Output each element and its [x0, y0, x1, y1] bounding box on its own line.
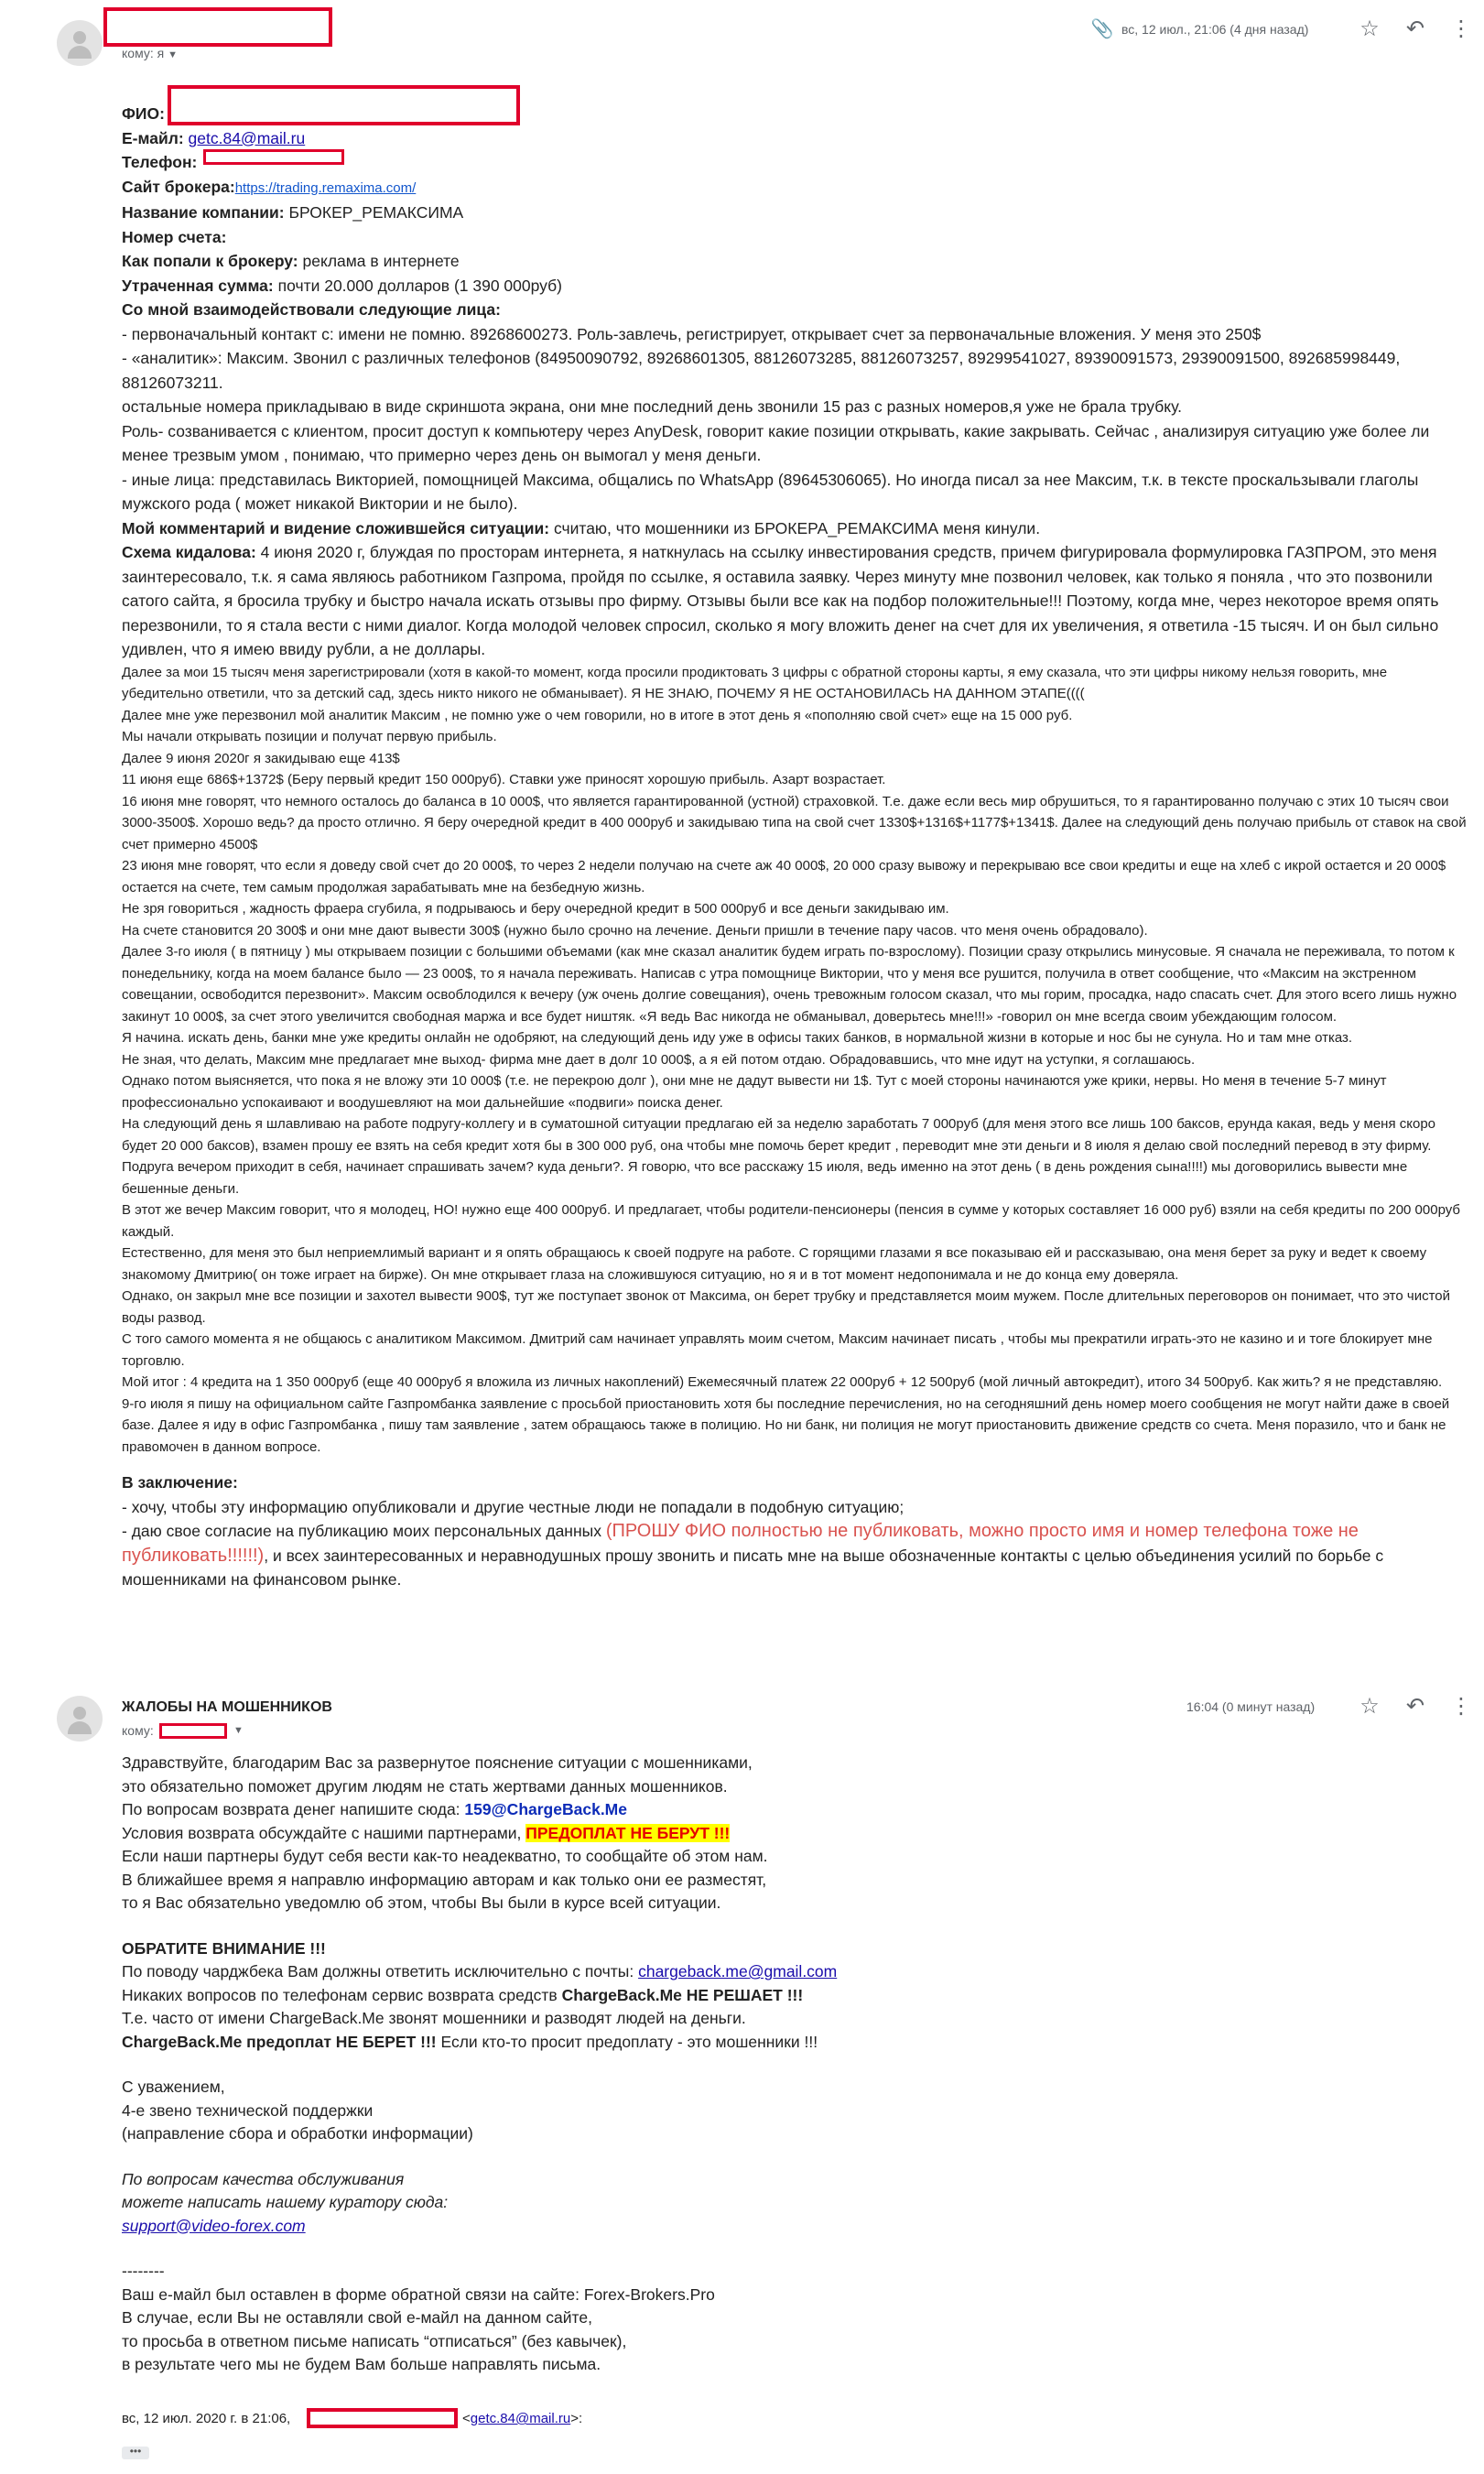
story-line: Мой итог : 4 кредита на 1 350 000руб (еще 40 000руб я вложила из личных накоплений) Ежемесячный платеж 22 000руб + 12 500руб (мой личный автокредит), итого 34 500руб. Как жить? я не представляю. — [122, 1374, 1443, 1390]
story-line: На следующий день я шлавливаю на работе подругу-коллегу и в суматошной ситуации предлагаю ей за неделю заработать 7 000руб (для меня этого все лишь 100 баксов, ерунда какая, ведь у меня скоро будет 20 000 баксов), взамен прошу ее взять на себя кредит хотя бы в 300 000 руб, она чтобы мне помочь берет кредит , переводит мне эти деньги и 8 июля я делаю свой последний перевод в эту фирму. Подруга вечером приходит в себя, начинает спрашивать зачем? куда деньги?. Я говорю, что все расскажу 15 июля, ведь именно на этот день ( в день рождения сына!!!!) мы договорились вывести мне бешенные деньги. — [122, 1116, 1436, 1197]
story-line: Однако, он закрыл мне все позиции и захотел вывести 900$, тут же поступает звонок от Максима, он берет трубку и представляется моим мужем. После длительных переговоров он понимает, что это чистой воды развод. — [122, 1288, 1451, 1326]
story-line: Мы начали открывать позиции и получат первую прибыль. — [122, 729, 497, 744]
privacy-request: (ПРОШУ ФИО полностью не публиковать, можно просто имя и номер телефона тоже не публиковать!!!!!!) — [122, 1521, 1359, 1566]
message-1-body — [122, 96, 1468, 1592]
refund-email[interactable]: 159@ChargeBack.Me — [464, 1800, 627, 1818]
story-line: 11 июня еще 686$+1372$ (Беру первый кредит 150 000руб). Ставки уже приносят хорошую прибыль. Азарт возрастает. — [122, 772, 886, 787]
conclusion-1: - хочу, чтобы эту информацию опубликовали и другие честные люди не попадали в подобную ситуацию; — [122, 1497, 904, 1516]
chargeback-email-link[interactable]: chargeback.me@gmail.com — [638, 1962, 838, 1980]
scheme-value: 4 июня 2020 г, блуждая по просторам интернета, я наткнулась на ссылку инвестирования средств, причем фигурировала формулировка ГАЗПРОМ, это меня заинтересовало, т.к. я сама являюсь работником Газпрома, пройдя по ссылке, я оставила заявку. Через минуту мне позвонил человек, как только я поняла , что это позвонили сатого сайта, я бросила трубку и быстро начала искать отзывы про фирму. Отзывы были все как на подбор положительные!!! Поэтому, когда мне, через некоторое время опять перезвонили, то я стала вести с ними диалог. Когда молодой человек спросил, сколько я могу вложить денег на счет для их увеличения, я ответила -15 тысяч. И он был сильно удивлен, что я имею ввиду рубли, а не доллары. — [122, 543, 1439, 658]
sender-avatar — [57, 1696, 103, 1742]
email-label: Е-майл: — [122, 128, 184, 147]
chargeback-email-line — [122, 1960, 946, 1984]
story-line: Не зная, что делать, Максим мне предлагает мне выход- фирма мне дает в долг 10 000$, а я ей потом отдаю. Обрадовавшись, что мне идут на уступки, я соглашаюсь. — [122, 1051, 1196, 1068]
story-line: Далее за мои 15 тысяч меня зарегистрировали (хотя в какой-то момент, когда просили продиктовать 3 цифры с обратной стороны карты, я ему сказала, что эти цифры никому нельзя говорить, мне убедительно ответили, что за детский сад, здесь никто никого не обманывает). Я НЕ ЗНАЮ, ПОЧЕМУ Я НЕ ОСТАНОВИЛАСЬ НА ДАННОМ ЭТАПЕ(((( — [122, 664, 1388, 701]
greeting-line: Здравствуйте, благодарим Вас за развернутое пояснение ситуации с мошенниками, — [122, 1753, 753, 1772]
footer-line: в результате чего мы не будем Вам больше направлять письма. — [122, 2355, 601, 2373]
quote-email: <getc.84@mail.ru>: — [462, 2411, 583, 2426]
quality-line: можете написать нашему куратору сюда: — [122, 2193, 449, 2211]
show-trimmed-content-button[interactable]: ••• — [122, 2447, 149, 2459]
persons-heading — [122, 298, 1468, 322]
phone-warning-bold: ChargeBack.Me НЕ РЕШАЕТ !!! — [561, 1985, 804, 2004]
how-line — [122, 249, 1468, 274]
site-link[interactable]: https://trading.remaxima.com/ — [234, 179, 417, 196]
more-vert-icon[interactable]: ⋮ — [1450, 1694, 1472, 1719]
refund-text: По вопросам возврата денег напишите сюда: — [122, 1800, 460, 1818]
message-2-body — [122, 1752, 946, 2377]
quality-line: По вопросам качества обслуживания — [122, 2169, 405, 2188]
phone-warning-text: Никаких вопросов по телефонам сервис возврата средств — [122, 1985, 558, 2004]
recipient-line[interactable] — [122, 1723, 154, 1738]
company-value: БРОКЕР_РЕМАКСИМА — [288, 203, 464, 222]
more-vert-icon[interactable]: ⋮ — [1450, 16, 1472, 41]
story-line: Я начина. искать день, банки мне уже кредиты онлайн не одобряют, на следующий день иду уже в офисы таких банков, в нормальной жизни в которые и нос бы не сунула. Но и там мне отказ. — [122, 1030, 1353, 1046]
story-line: С того самого момента я не общаюсь с аналитиком Максимом. Дмитрий сам начинает управлять моим счетом, Максим начинает писать , чтобы мы прекратили играть-это не казино и и тоге блокирует мне торговлю. — [122, 1331, 1433, 1369]
consent-text-end: , и всех заинтересованных и неравнодушных прошу звонить и писать мне на выше обозначенные контакты с целью объединения усилий по борьбе с мошенниками на финансовом рынке. — [122, 1546, 1384, 1589]
quote-email-link[interactable]: getc.84@mail.ru — [470, 2411, 571, 2426]
story-line: Далее 9 июня 2020г я закидываю еще 413$ — [122, 750, 400, 766]
body-line: В ближайшее время я направлю информацию авторам и как только они ее разместят, — [122, 1870, 767, 1889]
story-line: 16 июня мне говорят, что немного осталось до баланса в 10 000$, что является гарантированной (устной) страховкой. Т.е. даже если весь мир обрушиться, то я гарантированно получаю с этих 10 тысяч свои 3000-3500$. Хорошо ведь? да просто отлично. Я беру очередной кредит в 400 000руб и закидываю типа на свой счет 1330$+1316$+1177$+1341$. Далее на следующий день получаю прибыль от ставок на свой счет примерно 4500$ — [122, 793, 1467, 852]
no-prepayment-highlight: ПРЕДОПЛАТ НЕ БЕРУТ !!! — [525, 1823, 731, 1842]
scheme-label: Схема кидалова: — [122, 543, 256, 561]
phone-label: Телефон: — [122, 153, 198, 171]
redacted-recipient — [159, 1723, 227, 1739]
scam-warning-line: Т.е. часто от имени ChargeBack.Me звонят мошенники и разводят людей на деньги. — [122, 2009, 746, 2027]
story-line: Не зря говориться , жадность фраера сгубила, я подрываюсь и беру очередной кредит в 500 000руб и все деньги закидываю им. — [122, 901, 949, 917]
story-block — [122, 662, 1468, 1459]
comment-line — [122, 516, 1468, 541]
no-prepayment-text: Если кто-то просит предоплату - это мошенники !!! — [440, 2032, 818, 2051]
dropdown-icon[interactable]: ▼ — [233, 1725, 244, 1736]
how-value: реклама в интернете — [302, 252, 460, 270]
story-line: 9-го июля я пишу на официальном сайте Газпромбанка заявление с просьбой приостановить хотя бы последние перечисления, но на сегодняшний день номер моего сообщения не могут найти даже в своей базе. Далее я иду в офис Газпромбанка , пишу там заявление , затем обращаюсь также в полицию. Но ни банк, ни полиция не могут приостановить движение средств со счета. Меня поразило, что и банк не правомочен в данном вопросе. — [122, 1395, 1450, 1455]
no-prepayment-line — [122, 2031, 946, 2055]
scheme-paragraph — [122, 540, 1468, 662]
separator: -------- — [122, 2262, 165, 2280]
conclusion-heading — [122, 1470, 1468, 1495]
recipient-line[interactable] — [122, 46, 178, 60]
email-link[interactable]: getc.84@mail.ru — [188, 128, 306, 147]
redacted-quote-name — [307, 2408, 458, 2428]
lost-label: Утраченная сумма: — [122, 276, 274, 295]
spacer — [122, 1458, 1468, 1470]
signature-line: С уважением, — [122, 2078, 225, 2096]
sender-name: ЖАЛОБЫ НА МОШЕННИКОВ — [122, 1699, 332, 1715]
message-date: 16:04 (0 минут назад) — [1186, 1699, 1316, 1714]
attention-text: ОБРАТИТЕ ВНИМАНИЕ !!! — [122, 1938, 326, 1958]
person-3: - иные лица: представилась Викторией, помощницей Максима, общались по WhatsApp (89645306065). Но иногда писал за нее Максим, т.к. в тексте проскальзывали глаголы мужского рода ( может никакой Виктории и не было). — [122, 470, 1419, 513]
star-icon[interactable]: ☆ — [1359, 16, 1380, 41]
persons-label: Со мной взаимодействовали следующие лица: — [122, 300, 501, 319]
account-label: Номер счета: — [122, 227, 227, 246]
attachment-icon: 📎 — [1090, 19, 1114, 39]
body-line: это обязательно поможет другим людям не стать жертвами данных мошенников. — [122, 1776, 728, 1796]
conclusion-2 — [122, 1519, 1468, 1592]
body-line: Если наши партнеры будут себя вести как-то неадекватно, то сообщайте об этом нам. — [122, 1847, 768, 1865]
footer-line: В случае, если Вы не оставляли свой е-майл на данном сайте, — [122, 2308, 592, 2327]
footer-line: Ваш е-майл был оставлен в форме обратной связи на сайте: Forex-Brokers.Pro — [122, 2284, 715, 2304]
conditions-line — [122, 1822, 946, 1846]
consent-text: - даю свое согласие на публикацию моих персональных данных — [122, 1522, 601, 1540]
conclusion-label: В заключение: — [122, 1473, 238, 1492]
story-line: В этот же вечер Максим говорит, что я молодец, НО! нужно еще 400 000руб. И предлагает, чтобы родители-пенсионеры (пенсия в сумме у которых составляет 16 000 руб) взяли на себя кредиты по 200 000руб каждый. — [122, 1202, 1461, 1240]
fio-label: ФИО: — [122, 104, 165, 123]
body-line: то я Вас обязательно уведомлю об этом, чтобы Вы были в курсе всей ситуации. — [122, 1893, 721, 1912]
reply-icon[interactable]: ↶ — [1405, 1694, 1425, 1719]
story-line: На счете становится 20 300$ и они мне дают вывести 300$ (нужно было срочно на лечение. Деньги пришли в течение пару часов. что меня очень обрадовало). — [122, 922, 1148, 939]
story-line: Далее 3-го июля ( в пятницу ) мы открываем позиции с большими объемами (как мне сказал аналитик будем играть по-взрослому). Позиции сразу открылись минусовые. Я сначала не переживала, то потом к понедельнику, когда на моем балансе было — 23 000$, то я начала переживать. Написав с утра помощнице Виктории, что у меня все рушится, получила в ответ сообщение, что «Максим на экстренном совещании, освободится перезвонит». Максим освоблодился к вечеру (уж очень долгие совещания), очень тревожным голосом сказал, что мы горим, просадка, надо спасать счет. Для этого всего лишь нужно закинут 10 000$, за счет этого увеличится свободная маржа и все будет ништяк. «Я ведь Вас никогда не обманывал, доверьтесь мне!!!» -говорил он мне всегда своим убеждающим голосом. — [122, 944, 1457, 1025]
story-line: 23 июня мне говорят, что если я доведу свой счет до 20 000$, то через 2 недели получаю на счете аж 40 000$, 20 000 сразу вывожу и перекрываю все свои кредиты и еще на хлеб с икрой остается и 20 000$ остается на счете, тем самым продолжая зарабатывать мне на безбедную жизнь. — [122, 858, 1446, 895]
person-2: - «аналитик»: Максим. Звонил с различных телефонов (84950090792, 89268601305, 88126073285, 88126073257, 89299541027, 89390091573, 29390091500, 892685998449, 88126073211. — [122, 349, 1401, 392]
lost-line — [122, 274, 1468, 298]
star-icon[interactable]: ☆ — [1359, 1694, 1380, 1719]
story-line: Однако потом выясняется, что пока я не вложу эти 10 000$ (т.е. не перекрою долг ), они мне не дадут вывести ни 1$. Тут с моей стороны начинаются уже крики, нервы. Но меня в течение 5-7 минут профессионально успокаивают и воодушевляют на мои дальнейшие «подвиги» поиска денег. — [122, 1073, 1387, 1111]
account-line — [122, 225, 1468, 250]
redacted-fio — [168, 85, 520, 125]
redacted-phone — [203, 149, 344, 165]
no-prepayment-bold: ChargeBack.Me предоплат НЕ БЕРЕТ !!! — [122, 2032, 437, 2051]
phone-warning-line — [122, 1984, 946, 2008]
company-line — [122, 201, 1468, 225]
redacted-sender-name — [103, 7, 332, 47]
sender-avatar — [57, 20, 103, 66]
signature-line: 4-е звено технической поддержки — [122, 2100, 374, 2120]
quote-attribution — [122, 2411, 290, 2426]
how-label: Как попали к брокеру: — [122, 252, 298, 270]
company-label: Название компании: — [122, 203, 285, 222]
lost-value: почти 20.000 долларов (1 390 000руб) — [277, 276, 562, 295]
story-line: Естественно, для меня это был неприемлимый вариант и я опять обращаюсь к своей подруге на работе. С горящими глазами я все показываю ей и рассказываю, она меня берет за руку и ведет к своему знакомому Дмитрию( он тоже играет на бирже). Он мне открывает глаза на сложившуюся ситуацию, но я и в тот момент недопонимала и не до конца ему доверяла. — [122, 1245, 1427, 1283]
recipient-text: кому: — [122, 1723, 154, 1738]
role-text: Роль- созванивается с клиентом, просит доступ к компьютеру через AnyDesk, говорит какие позиции открывать, какие закрывать. Сейчас , анализируя ситуацию уже более ли менее трезвым умом , понимаю, что примерно через день он вымогал у меня деньги. — [122, 421, 1430, 464]
refund-contact-line — [122, 1798, 946, 1822]
site-label: Сайт брокера: — [122, 177, 235, 196]
support-email-link[interactable]: support@video-forex.com — [122, 2216, 306, 2235]
recipient-text: кому: я — [122, 46, 165, 60]
footer-line: то просьба в ответном письме написать “отписаться” (без кавычек), — [122, 2331, 627, 2350]
email-line — [122, 126, 1468, 151]
other-numbers: остальные номера прикладываю в виде скриншота экрана, они мне последний день звонили 15 раз с разных номеров,я уже не брала трубку. — [122, 397, 1182, 416]
conditions-text: Условия возврата обсуждайте с нашими партнерами, — [122, 1823, 522, 1842]
comment-value: считаю, что мошенники из БРОКЕРА_РЕМАКСИМА меня кинули. — [553, 518, 1041, 537]
reply-icon[interactable]: ↶ — [1405, 16, 1425, 41]
comment-label: Мой комментарий и видение сложившейся ситуации: — [122, 518, 550, 537]
person-1: - первоначальный контакт с: имени не помню. 89268600273. Роль-завлечь, регистрирует, открывает счет за первоначальные вложения. У меня это 250$ — [122, 324, 1262, 343]
message-date: вс, 12 июл., 21:06 (4 дня назад) — [1121, 22, 1309, 37]
site-line — [122, 175, 1468, 201]
signature-line: (направление сбора и обработки информации) — [122, 2124, 473, 2143]
attention-heading — [122, 1937, 946, 1961]
chargeback-text: По поводу чарджбека Вам должны ответить исключительно с почты: — [122, 1962, 634, 1980]
quote-date: вс, 12 июл. 2020 г. в 21:06, — [122, 2411, 291, 2426]
dropdown-icon[interactable]: ▼ — [168, 49, 178, 60]
story-line: Далее мне уже перезвонил мой аналитик Максим , не помню уже о чем говорили, но в итоге в этот день я «пополняю свой счет» еще на 15 000 руб. — [122, 707, 1073, 723]
